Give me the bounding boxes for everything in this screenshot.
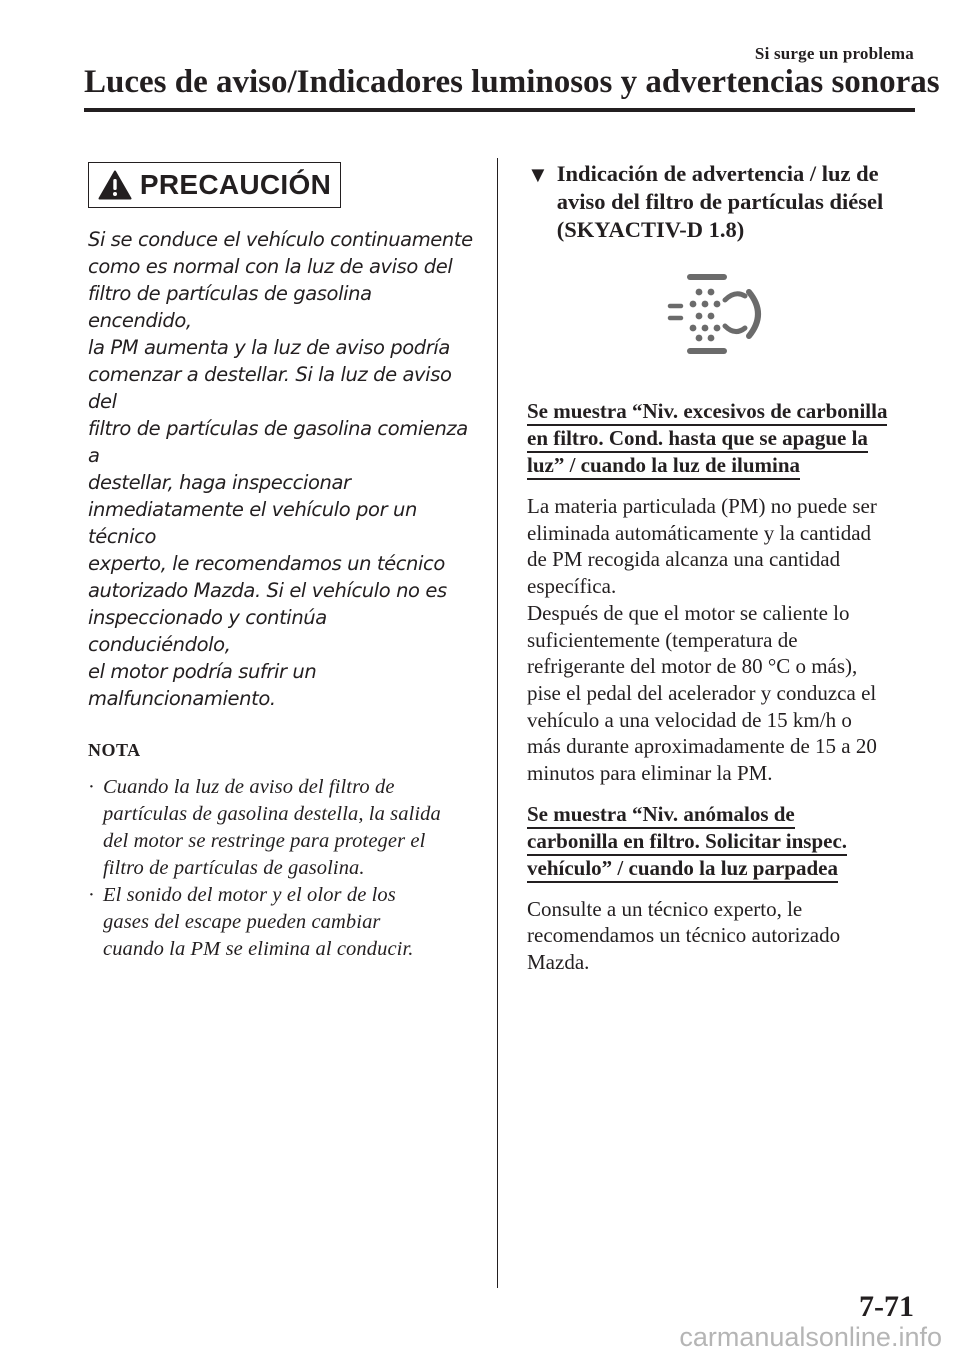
- heading-line: [527, 398, 917, 425]
- column-divider: [497, 158, 498, 1288]
- body-line: Consulte a un técnico experto, le: [527, 896, 803, 921]
- diesel-particulate-filter-icon: [667, 272, 779, 356]
- subsection-heading-2: [527, 801, 917, 882]
- nota-line: partículas de gasolina destella, la salida: [103, 803, 441, 825]
- subsection-body-1: [527, 493, 917, 787]
- bullet-dot-icon: ·: [88, 884, 95, 906]
- nota-item: [88, 882, 473, 963]
- heading-line-text: vehículo” / cuando la luz parpadea: [527, 856, 838, 883]
- body-line: de PM recogida alcanza una cantidad: [527, 547, 841, 572]
- body-line: vehículo a una velocidad de 15 km/h o: [527, 707, 852, 732]
- heading-line-text: Se muestra “Niv. anómalos de: [527, 802, 795, 829]
- title-rule: [84, 108, 915, 112]
- nota-item: [88, 774, 473, 882]
- section-label: Si surge un problema: [754, 44, 914, 63]
- subsection-title-line: aviso del filtro de partículas diésel: [556, 189, 884, 214]
- caution-line: malfuncionamiento.: [88, 687, 276, 710]
- subsection-title-line: (SKYACTIV-D 1.8): [556, 217, 745, 242]
- nota-line: del motor se restringe para proteger el: [103, 830, 426, 852]
- nota-line: El sonido del motor y el olor de los: [103, 884, 396, 906]
- warning-triangle-icon: [98, 170, 132, 200]
- body-line: específica.: [527, 574, 617, 599]
- page-number: 7-71: [859, 1290, 914, 1323]
- caution-line: la PM aumenta y la luz de aviso podría: [88, 336, 450, 359]
- heading-line-text: luz” / cuando la luz de ilumina: [527, 453, 800, 480]
- body-line: refrigerante del motor de 80 °C o más),: [527, 654, 858, 679]
- heading-line-text: Se muestra “Niv. excesivos de carbonilla: [527, 399, 887, 426]
- caution-line: filtro de partículas de gasolina comienza a: [88, 417, 468, 467]
- nota-line: filtro de partículas de gasolina.: [103, 857, 365, 879]
- body-line: suficientemente (temperatura de: [527, 627, 798, 652]
- subsection-heading: [527, 160, 917, 244]
- body-line: recomendamos un técnico autorizado: [527, 923, 841, 948]
- subsection-body-2: [527, 896, 917, 976]
- heading-line: [527, 425, 917, 452]
- caution-line: autorizado Mazda. Si el vehículo no es: [88, 579, 447, 602]
- caution-line: experto, le recomendamos un técnico: [88, 552, 445, 575]
- nota-heading: NOTA: [88, 740, 141, 760]
- caution-line: inspeccionado y continúa conduciéndolo,: [88, 606, 327, 656]
- left-column: [88, 162, 473, 963]
- caution-line: destellar, haga inspeccionar: [88, 471, 351, 494]
- caution-line: Si se conduce el vehículo continuamente: [88, 228, 473, 251]
- caution-text: [88, 226, 473, 712]
- body-line: Después de que el motor se caliente lo: [527, 600, 850, 625]
- watermark: carmanualsonline.info: [679, 1322, 942, 1352]
- caution-title: PRECAUCIÓN: [139, 169, 332, 200]
- caution-line: el motor podría sufrir un: [88, 660, 317, 683]
- body-line: Mazda.: [527, 950, 590, 975]
- caution-line: filtro de partículas de gasolina encendido,: [88, 282, 372, 332]
- caution-line: comenzar a destellar. Si la luz de aviso del: [88, 363, 452, 413]
- body-line: más durante aproximadamente de 15 a 20: [527, 734, 877, 759]
- right-column: [527, 160, 917, 976]
- heading-line-text: en filtro. Cond. hasta que se apague la: [527, 426, 868, 453]
- nota-line: gases del escape pueden cambiar: [103, 911, 381, 933]
- caution-box: [88, 162, 341, 208]
- body-line: eliminada automáticamente y la cantidad: [527, 520, 872, 545]
- heading-line: [527, 855, 917, 882]
- triangle-marker-icon: ▼: [527, 162, 549, 187]
- filter-icon-wrap: [667, 272, 917, 362]
- heading-line: [527, 452, 917, 479]
- nota-list: [88, 774, 473, 963]
- subsection-title: [557, 160, 883, 244]
- subsection-heading-1: [527, 398, 917, 479]
- heading-line-text: carbonilla en filtro. Solicitar inspec.: [527, 829, 847, 856]
- body-line: pise el pedal del acelerador y conduzca el: [527, 680, 877, 705]
- nota-line: Cuando la luz de aviso del filtro de: [103, 776, 395, 798]
- caution-line: como es normal con la luz de aviso del: [88, 255, 453, 278]
- body-line: minutos para eliminar la PM.: [527, 761, 773, 786]
- subsection-title-line: Indicación de advertencia / luz de: [556, 161, 879, 186]
- heading-line: [527, 828, 917, 855]
- caution-line: inmediatamente el vehículo por un técnico: [88, 498, 417, 548]
- heading-line: [527, 801, 917, 828]
- body-line: La materia particulada (PM) no puede ser: [527, 494, 877, 518]
- bullet-dot-icon: ·: [88, 776, 95, 798]
- subsection-2: [527, 801, 917, 976]
- nota-line: cuando la PM se elimina al conducir.: [103, 938, 414, 960]
- subsection-1: [527, 398, 917, 787]
- page-title: Luces de aviso/Indicadores luminosos y advertencias sonoras: [84, 64, 940, 100]
